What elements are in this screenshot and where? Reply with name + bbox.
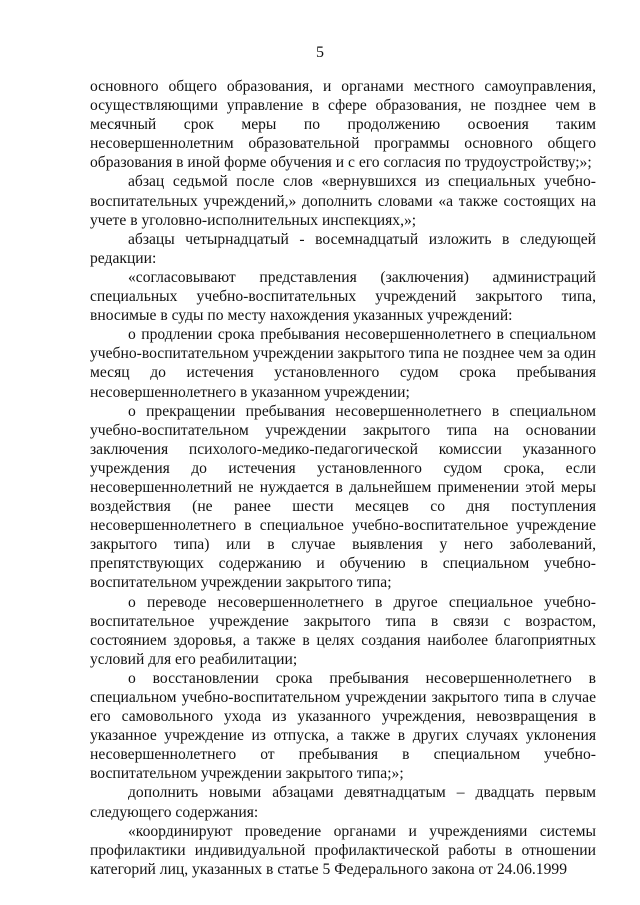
paragraph: о восстановлении срока пребывания несовершеннолетнего в специальном учебно-воспитательном учреждении закрытого типа в случае его самовольного ухода из указанного учреждения, невозвращения в указанное учреждение из отпуска, а также в других случаях уклонения несовершеннолетнего от пребывания в специальном учебно-воспитательном учреждении закрытого типа;»; — [90, 669, 596, 783]
paragraph: о прекращении пребывания несовершеннолетнего в специальном учебно-воспитательном учреждении закрытого типа на основании заключения психолого-медико-педагогической комиссии указанного учреждения до истечения установленного судом срока, если несовершеннолетний не нуждается в дальнейшем применении этой меры воздействия (не ранее шести месяцев со дня поступления несовершеннолетнего в специальное учебно-воспитательное учреждение закрытого типа) или в случае выявления у него заболеваний, препятствующих содержанию и обучению в специальном учебно-воспитательном учреждении закрытого типа; — [90, 402, 596, 592]
paragraph: «согласовывают представления (заключения) администраций специальных учебно-воспитательных учреждений закрытого типа, вносимые в суды по месту нахождения указанных учреждений: — [90, 268, 596, 325]
paragraph: дополнить новыми абзацами девятнадцатым – двадцать первым следующего содержания: — [90, 784, 596, 821]
document-body — [90, 77, 596, 879]
paragraph: «координируют проведение органами и учреждениями системы профилактики индивидуальной профилактической работы в отношении категорий лиц, указанных в статье 5 Федерального закона от 24.06.1999 — [90, 822, 596, 878]
paragraph: о продлении срока пребывания несовершеннолетнего в специальном учебно-воспитательном учреждении закрытого типа не позднее чем за один месяц до истечения установленного судом срока пребывания несовершеннолетнего в указанном учреждении; — [90, 326, 596, 401]
paragraph: абзац седьмой после слов «вернувшихся из специальных учебно-воспитательных учреждений,» дополнить словами «а также состоящих на учете в уголовно-исполнительных инспекциях,»; — [90, 173, 596, 229]
page-number: 5 — [316, 44, 324, 61]
paragraph-continuation: основного общего образования, и органами местного самоуправления, осуществляющими управление в сфере образования, не позднее чем в месячный срок меры по продолжению освоения таким несовершеннолетним образовательной программы основного общего образования в иной форме обучения и с его согласия по трудоустройству;»; — [90, 78, 596, 172]
paragraph: абзацы четырнадцатый - восемнадцатый изложить в следующей редакции: — [90, 230, 596, 267]
paragraph: о переводе несовершеннолетнего в другое специальное учебно-воспитательное учреждение закрытого типа в связи с возрастом, состоянием здоровья, а также в целях создания наиболее благоприятных условий для его реабилитации; — [90, 593, 596, 668]
